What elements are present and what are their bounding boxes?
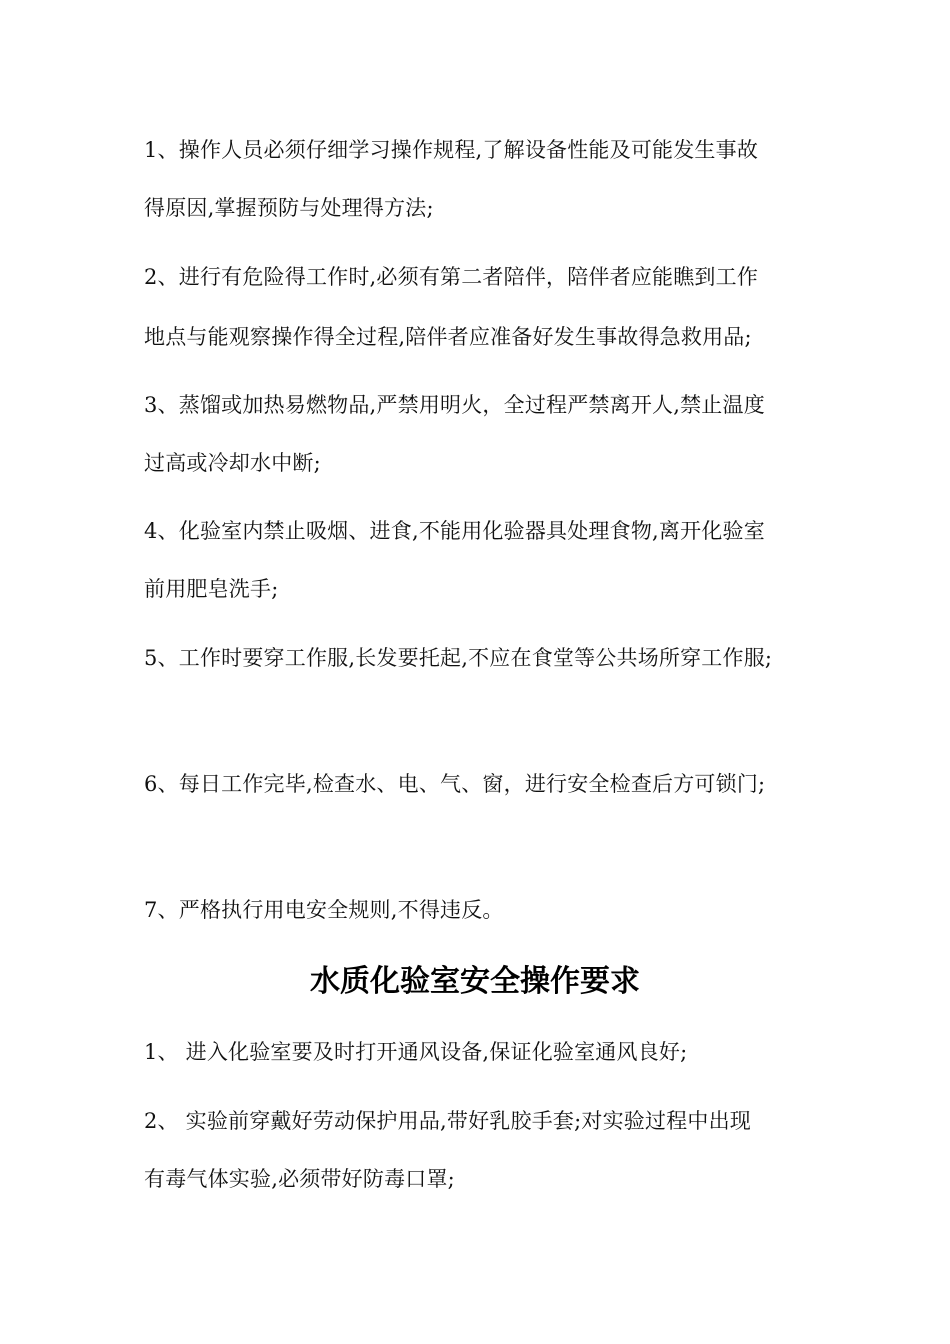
rule-5-line-1: 5、工作时要穿工作服,长发要托起,不应在食堂等公共场所穿工作服; [144,646,773,670]
rule-4-line-2: 前用肥皂洗手; [144,577,279,601]
rule-1-line-1: 1、操作人员必须仔细学习操作规程,了解设备性能及可能发生事故 [144,138,759,162]
section-title: 水质化验室安全操作要求 [310,964,640,999]
rule-4-line-1: 4、化验室内禁止吸烟、进食,不能用化验器具处理食物,离开化验室 [144,519,765,543]
rule-7-line-1: 7、严格执行用电安全规则,不得违反。 [144,898,504,922]
req-2-line-2: 有毒气体实验,必须带好防毒口罩; [144,1167,455,1191]
rule-6-line-1: 6、每日工作完毕,检查水、电、气、窗，进行安全检查后方可锁门; [144,772,766,796]
rule-2-line-1: 2、进行有危险得工作时,必须有第二者陪伴，陪伴者应能瞧到工作 [144,265,759,289]
rule-3-line-1: 3、蒸馏或加热易燃物品,严禁用明火，全过程严禁离开人,禁止温度 [144,393,765,417]
rule-1-line-2: 得原因,掌握预防与处理得方法; [144,196,434,220]
rule-3-line-2: 过高或冷却水中断; [144,451,321,475]
req-2-line-1: 2、 实验前穿戴好劳动保护用品,带好乳胶手套;对实验过程中出现 [144,1109,751,1133]
req-1-line-1: 1、 进入化验室要及时打开通风设备,保证化验室通风良好; [144,1040,688,1064]
rule-2-line-2: 地点与能观察操作得全过程,陪伴者应准备好发生事故得急救用品; [144,325,752,349]
